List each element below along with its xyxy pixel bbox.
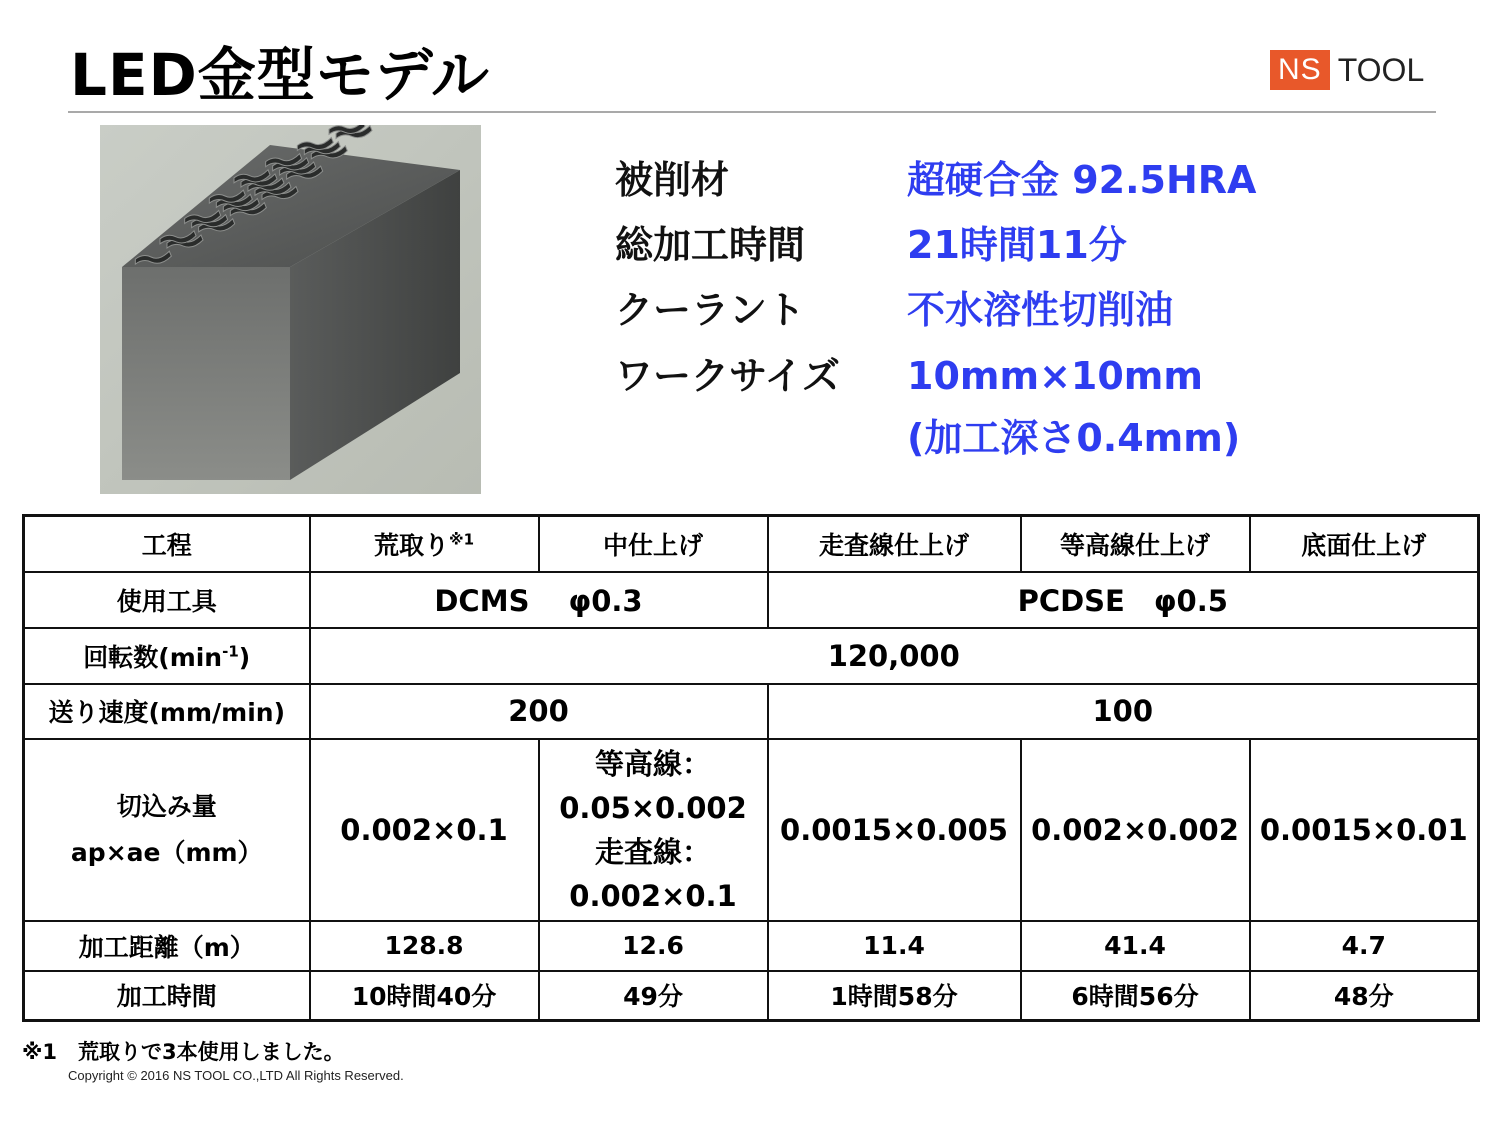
table-row-distance [24, 921, 1479, 971]
depth-label-line2: ap×ae（mm） [70, 837, 263, 867]
rpm-value: 120,000 [310, 628, 1479, 684]
table-row-feed [24, 684, 1479, 739]
distance-bottom: 4.7 [1250, 921, 1479, 971]
depth-semi [539, 739, 768, 921]
distance-contour: 41.4 [1021, 921, 1250, 971]
header-cell-semi: 中仕上げ [539, 516, 768, 572]
page-title: LED金型モデル [70, 41, 490, 109]
table-row-time [24, 971, 1479, 1021]
footnote: ※1 荒取りで3本使用しました。 [22, 1040, 345, 1064]
distance-semi: 12.6 [539, 921, 768, 971]
header-cell-bottom: 底面仕上げ [1250, 516, 1479, 572]
tool-dcms: DCMS φ0.3 [310, 572, 768, 628]
time-scan: 1時間58分 [768, 971, 1021, 1021]
title-divider [68, 111, 1436, 113]
depth-label-line1: 切込み量 [116, 791, 217, 821]
logo-tool-text: TOOL [1337, 52, 1425, 88]
table-row-rpm [24, 628, 1479, 684]
spec-label: 被削材 [615, 158, 730, 202]
feed-value-a: 200 [310, 684, 768, 739]
spec-value: 21時間11分 [907, 223, 1127, 267]
header-cell-scan: 走査線仕上げ [768, 516, 1021, 572]
depth-semi-line2: 0.05×0.002 [559, 790, 747, 825]
tool-pcdse: PCDSE φ0.5 [768, 572, 1479, 628]
depth-scan: 0.0015×0.005 [768, 739, 1021, 921]
rpm-label: 回転数(min [83, 642, 223, 672]
row-label-time: 加工時間 [24, 971, 310, 1021]
depth-bottom: 0.0015×0.01 [1250, 739, 1479, 921]
rpm-label-end: ) [238, 642, 251, 672]
header-cell-rough [310, 516, 539, 572]
depth-semi-line3: 走査線： [594, 834, 711, 869]
spec-label: 総加工時間 [615, 223, 806, 267]
time-rough: 10時間40分 [310, 971, 539, 1021]
rough-label: 荒取り [373, 530, 449, 560]
spec-value: 不水溶性切削油 [907, 288, 1174, 332]
header-cell-contour: 等高線仕上げ [1021, 516, 1250, 572]
time-semi: 49分 [539, 971, 768, 1021]
copyright: Copyright © 2016 NS TOOL CO.,LTD All Rights Reserved. [68, 1068, 404, 1083]
process-table [22, 514, 1480, 1022]
spec-value: 超硬合金 92.5HRA [907, 158, 1257, 202]
spec-value: (加工深さ0.4mm) [907, 416, 1241, 460]
row-label-feed: 送り速度(mm/min) [24, 684, 310, 739]
header-cell-process: 工程 [24, 516, 310, 572]
spec-value: 10mm×10mm [907, 354, 1203, 398]
spec-label: クーラント [615, 288, 806, 332]
depth-semi-line4: 0.002×0.1 [569, 878, 737, 913]
table-header-row [24, 516, 1479, 572]
rough-footnote-mark: ※1 [448, 530, 475, 549]
logo-ns-mark: NS [1270, 50, 1330, 90]
table-row-depth [24, 739, 1479, 921]
depth-contour: 0.002×0.002 [1021, 739, 1250, 921]
row-label-rpm [24, 628, 310, 684]
row-label-tool: 使用工具 [24, 572, 310, 628]
rpm-exponent: -1 [222, 642, 239, 661]
depth-rough: 0.002×0.1 [310, 739, 539, 921]
time-bottom: 48分 [1250, 971, 1479, 1021]
feed-value-b: 100 [768, 684, 1479, 739]
depth-semi-line1: 等高線： [594, 746, 711, 781]
distance-scan: 11.4 [768, 921, 1021, 971]
distance-rough: 128.8 [310, 921, 539, 971]
table-row-tool [24, 572, 1479, 628]
row-label-depth [24, 739, 310, 921]
ns-tool-logo [1270, 50, 1424, 90]
time-contour: 6時間56分 [1021, 971, 1250, 1021]
spec-label: ワークサイズ [615, 354, 840, 398]
row-label-distance: 加工距離（m） [24, 921, 310, 971]
workpiece-photo [100, 125, 481, 494]
